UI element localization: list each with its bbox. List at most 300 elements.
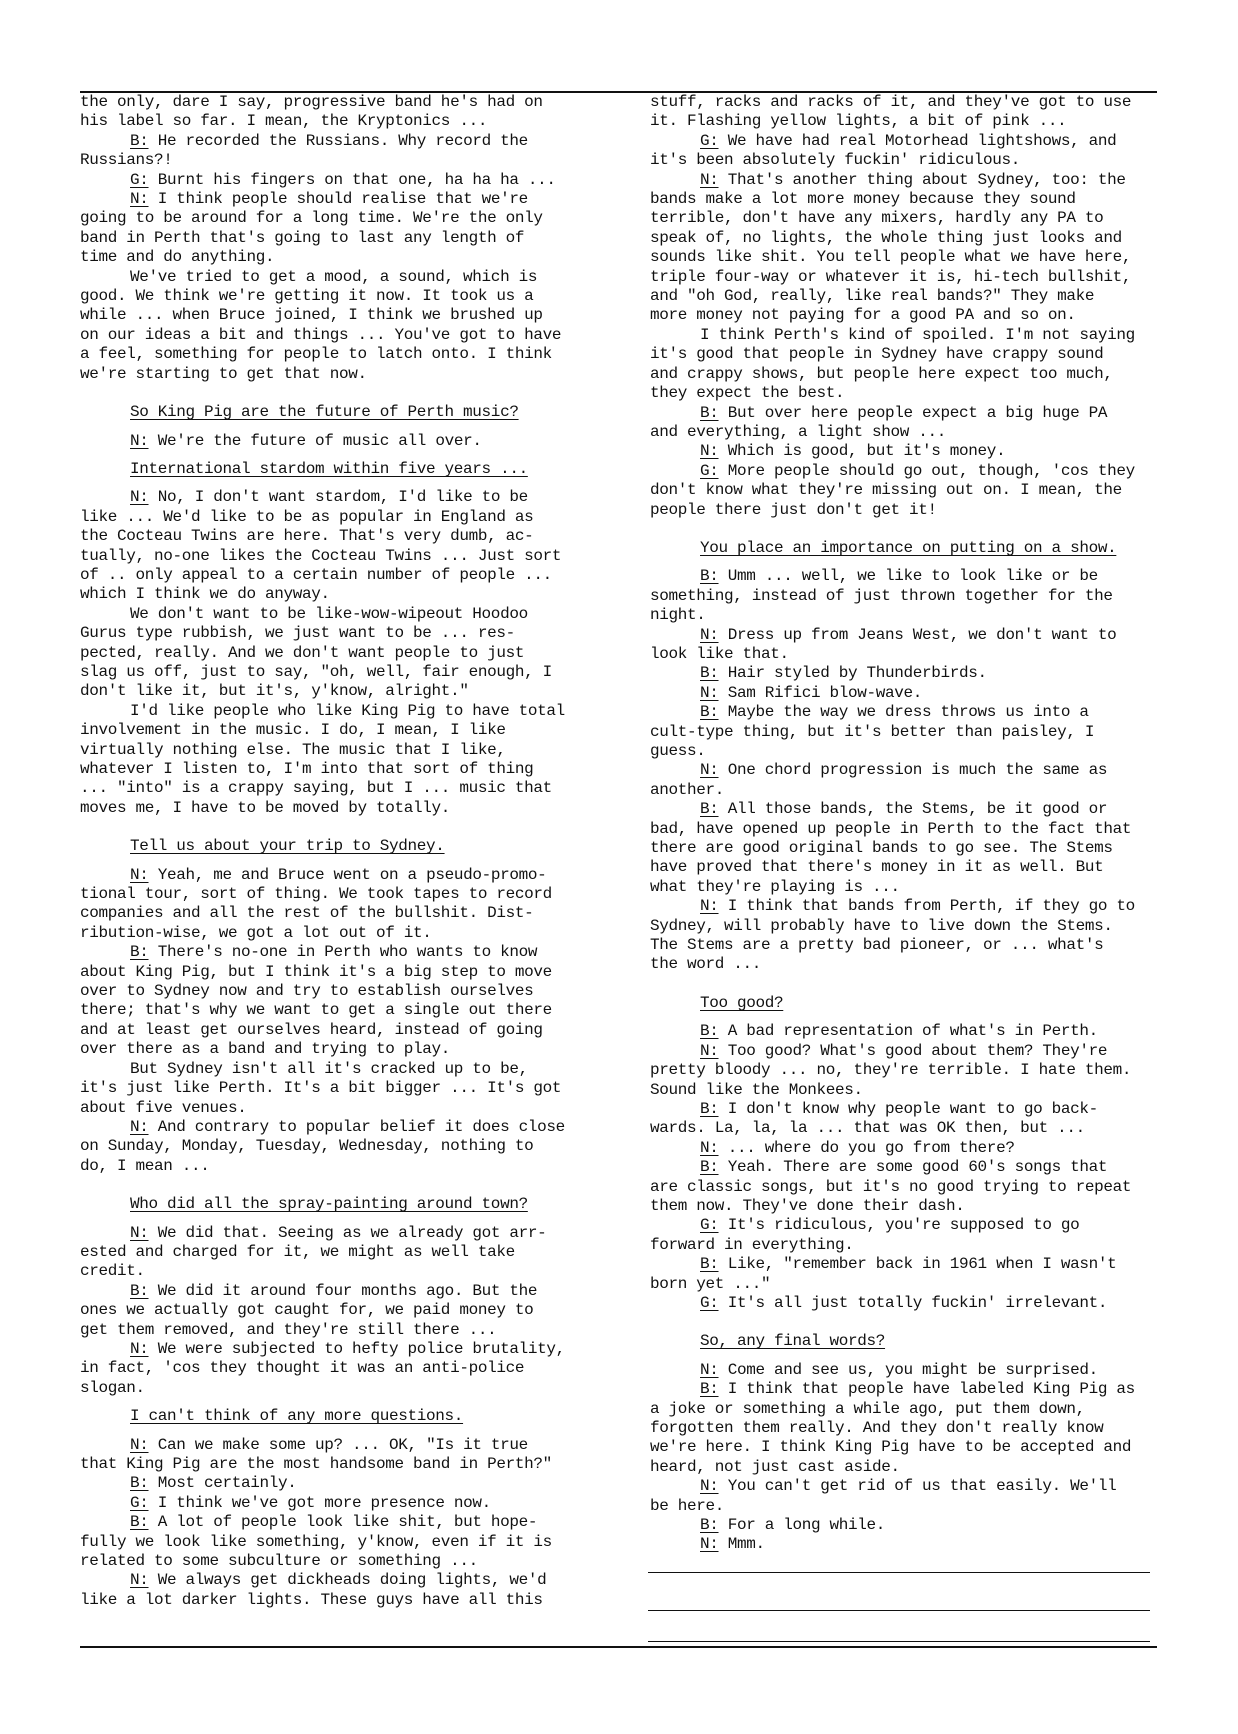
speaker-label: B: bbox=[700, 567, 719, 586]
line-text: You can't get rid of us that easily. We'll bbox=[718, 1477, 1117, 1496]
text-line bbox=[80, 682, 600, 701]
text-line bbox=[80, 982, 600, 1001]
text-line bbox=[650, 897, 1170, 916]
speaker-label: G: bbox=[130, 170, 149, 189]
text-line bbox=[80, 799, 600, 818]
text-line bbox=[80, 1474, 600, 1493]
text-line bbox=[80, 1379, 600, 1398]
speaker-label: N: bbox=[700, 683, 719, 702]
line-text: ... "into" is a crappy saying, but I ... music that bbox=[80, 779, 552, 798]
line-text: moves me, I have to be moved by totally. bbox=[80, 798, 451, 817]
text-line bbox=[80, 287, 600, 306]
text-line bbox=[650, 645, 1170, 664]
spacer bbox=[80, 451, 600, 460]
line-text: Gurus type rubbish, we just want to be ... res- bbox=[80, 624, 515, 643]
line-text: companies and all the rest of the bullshit. Dist- bbox=[80, 904, 534, 923]
text-line bbox=[650, 1438, 1170, 1457]
line-text: about five venues. bbox=[80, 1098, 247, 1117]
line-text: ... where do you go from there? bbox=[718, 1138, 1015, 1157]
line-text: his label so far. I mean, the Kryptonics ... bbox=[80, 112, 488, 131]
line-text: and everything, a light show ... bbox=[650, 422, 947, 441]
spacer bbox=[650, 1013, 1170, 1022]
line-text: we're here. I think King Pig have to be accepted and bbox=[650, 1438, 1132, 1457]
text-line bbox=[650, 1081, 1170, 1100]
text-line bbox=[650, 404, 1170, 423]
speaker-label: N: bbox=[700, 170, 719, 189]
line-text: like a lot darker lights. These guys have all this bbox=[80, 1590, 543, 1609]
speaker-label: B: bbox=[700, 1099, 719, 1118]
text-line bbox=[80, 1040, 600, 1059]
question-text: So, any final words? bbox=[700, 1332, 886, 1351]
line-text: what they're playing is ... bbox=[650, 877, 900, 896]
line-text: the Cocteau Twins are here. That's very dumb, ac- bbox=[80, 527, 534, 546]
line-text: over there as a band and trying to play. bbox=[80, 1040, 451, 1059]
line-text: bad, have opened up people in Perth to the fact that bbox=[650, 819, 1132, 838]
line-text: them now. They've done their dash. bbox=[650, 1196, 965, 1215]
line-text: I think we've got more presence now. bbox=[148, 1493, 491, 1512]
text-line bbox=[80, 1157, 600, 1176]
spacer bbox=[80, 1398, 600, 1407]
line-text: speak of, no lights, the whole thing just looks and bbox=[650, 228, 1122, 247]
text-line bbox=[650, 1255, 1170, 1274]
speaker-label: N: bbox=[130, 1117, 149, 1136]
text-line bbox=[650, 839, 1170, 858]
speaker-label: B: bbox=[130, 943, 149, 962]
spacer bbox=[80, 857, 600, 866]
text-line bbox=[650, 1275, 1170, 1294]
speaker-label: N: bbox=[700, 1138, 719, 1157]
spacer bbox=[80, 384, 600, 403]
speaker-label: N: bbox=[130, 1571, 149, 1590]
line-text: credit. bbox=[80, 1262, 145, 1281]
line-text: We've tried to get a mood, a sound, which is bbox=[130, 267, 538, 286]
line-text: guess. bbox=[650, 742, 706, 760]
line-text: and "oh God, really, like real bands?" They make bbox=[650, 287, 1095, 306]
text-line bbox=[80, 1021, 600, 1040]
line-text: involvement in the music. I do, I mean, I like bbox=[80, 721, 506, 740]
speaker-label: B: bbox=[700, 403, 719, 422]
text-line bbox=[80, 1282, 600, 1301]
speaker-label: B: bbox=[700, 1380, 719, 1399]
line-text: going to be around for a long time. We're the only bbox=[80, 209, 543, 228]
speaker-label: B: bbox=[130, 1281, 149, 1300]
text-line bbox=[650, 684, 1170, 703]
spacer bbox=[650, 558, 1170, 567]
line-text: Hair styled by Thunderbirds. bbox=[718, 664, 987, 683]
line-text: the only, dare I say, progressive band he's had on bbox=[80, 93, 543, 111]
line-text: A bad representation of what's in Perth. bbox=[718, 1022, 1098, 1041]
text-line bbox=[80, 209, 600, 228]
speaker-label: N: bbox=[130, 1223, 149, 1242]
text-line bbox=[650, 384, 1170, 403]
spacer bbox=[650, 520, 1170, 539]
text-line bbox=[650, 1197, 1170, 1216]
line-text: We have had real Motorhead lightshows, and bbox=[718, 131, 1117, 150]
speaker-label: B: bbox=[130, 131, 149, 150]
speaker-label: B: bbox=[700, 703, 719, 722]
text-line bbox=[80, 644, 600, 663]
text-line bbox=[650, 423, 1170, 442]
line-text: More people should go out, though, 'cos they bbox=[718, 461, 1135, 480]
line-text: No, I don't want stardom, I'd like to be bbox=[148, 488, 528, 507]
line-text: forward in everything. bbox=[650, 1235, 854, 1254]
spacer bbox=[650, 1313, 1170, 1332]
line-text: I think that bands from Perth, if they go to bbox=[718, 897, 1135, 916]
line-text: triple four-way or whatever it is, hi-tech bullshit, bbox=[650, 267, 1132, 286]
question-text: Who did all the spray-painting around town? bbox=[130, 1195, 528, 1214]
text-line bbox=[80, 1359, 600, 1378]
line-text: more money not paying for a good PA and so on. bbox=[650, 306, 1076, 325]
line-text: Russians?! bbox=[80, 151, 173, 170]
line-text: have proved that there's money in it as well. But bbox=[650, 858, 1104, 877]
text-line bbox=[80, 326, 600, 345]
text-line bbox=[650, 462, 1170, 481]
interview-question bbox=[80, 1407, 600, 1426]
speaker-label: N: bbox=[700, 625, 719, 644]
text-line bbox=[650, 1100, 1170, 1119]
spacer bbox=[650, 1352, 1170, 1361]
text-line bbox=[80, 432, 600, 451]
line-text: whatever I listen to, I'm into that sort of thing bbox=[80, 760, 534, 778]
text-line bbox=[80, 663, 600, 682]
line-text: they expect the best. bbox=[650, 384, 845, 403]
line-text: Burnt his fingers on that one, ha ha ha ... bbox=[148, 170, 556, 189]
text-line bbox=[80, 1001, 600, 1020]
line-text: something, instead of just thrown together for the bbox=[650, 586, 1113, 605]
question-text: I can't think of any more questions. bbox=[130, 1407, 464, 1426]
end-rule-2 bbox=[648, 1610, 1150, 1611]
text-line bbox=[650, 171, 1170, 190]
line-text: about King Pig, but I think it's a big step to move bbox=[80, 962, 552, 981]
line-text: which I think we do anyway. bbox=[80, 585, 330, 604]
text-line bbox=[650, 1419, 1170, 1438]
text-line bbox=[650, 917, 1170, 936]
text-line bbox=[80, 1321, 600, 1340]
line-text: pretty bloody ... no, they're terrible. I hate them. bbox=[650, 1061, 1132, 1080]
text-line bbox=[80, 345, 600, 364]
line-text: there; that's why we want to get a single out there bbox=[80, 1001, 552, 1020]
speaker-label: N: bbox=[700, 761, 719, 780]
line-text: don't like it, but it's, y'know, alright." bbox=[80, 682, 469, 701]
bottom-rule bbox=[80, 1646, 1157, 1648]
interview-question bbox=[650, 994, 1170, 1013]
line-text: Come and see us, you might be surprised. bbox=[718, 1360, 1098, 1379]
line-text: while ... when Bruce joined, I think we brushed up bbox=[80, 306, 543, 325]
text-line bbox=[80, 268, 600, 287]
line-text: do, I mean ... bbox=[80, 1156, 210, 1175]
text-line bbox=[650, 1178, 1170, 1197]
text-line bbox=[650, 1458, 1170, 1477]
text-line bbox=[650, 345, 1170, 364]
text-line bbox=[650, 1061, 1170, 1080]
line-text: I'd like people who like King Pig to have total bbox=[130, 701, 565, 720]
text-line bbox=[650, 626, 1170, 645]
line-text: Umm ... well, we like to look like or be bbox=[718, 567, 1098, 586]
line-text: pected, really. And we don't want people to just bbox=[80, 643, 525, 662]
text-line bbox=[80, 1436, 600, 1455]
text-line bbox=[650, 1516, 1170, 1535]
line-text: tional tour, sort of thing. We took tapes to record bbox=[80, 885, 552, 904]
line-text: good. We think we're getting it now. It took us a bbox=[80, 287, 534, 306]
text-line bbox=[650, 742, 1170, 761]
text-line bbox=[80, 229, 600, 248]
line-text: ribution-wise, we got a lot out of it. bbox=[80, 923, 432, 942]
line-text: be here. bbox=[650, 1496, 725, 1515]
text-line bbox=[650, 1158, 1170, 1177]
text-line bbox=[80, 547, 600, 566]
line-text: we're starting to get that now. bbox=[80, 364, 367, 383]
line-text: it's been absolutely fuckin' ridiculous. bbox=[650, 151, 1021, 170]
line-text: virtually nothing else. The music that I like, bbox=[80, 740, 506, 759]
text-line bbox=[650, 878, 1170, 897]
text-line bbox=[80, 151, 600, 170]
text-line bbox=[80, 190, 600, 209]
line-text: don't know what they're missing out on. I mean, the bbox=[650, 481, 1122, 500]
text-line bbox=[80, 741, 600, 760]
line-text: band in Perth that's going to last any length of bbox=[80, 228, 525, 247]
text-line bbox=[80, 624, 600, 643]
speaker-label: N: bbox=[700, 897, 719, 916]
line-text: it's good that people in Sydney have crappy sound bbox=[650, 345, 1104, 364]
text-line bbox=[80, 585, 600, 604]
spacer bbox=[80, 1176, 600, 1195]
right-column bbox=[650, 93, 1170, 1555]
text-line bbox=[650, 306, 1170, 325]
text-line bbox=[80, 508, 600, 527]
line-text: Dress up from Jeans West, we don't want to bbox=[718, 625, 1117, 644]
text-line bbox=[650, 1139, 1170, 1158]
text-line bbox=[650, 248, 1170, 267]
question-text: International stardom within five years ... bbox=[130, 459, 528, 478]
text-line bbox=[80, 488, 600, 507]
line-text: He recorded the Russians. Why record the bbox=[148, 131, 528, 150]
text-line bbox=[80, 1591, 600, 1610]
text-line bbox=[650, 664, 1170, 683]
line-text: Can we make some up? ... OK, "Is it true bbox=[148, 1435, 528, 1454]
text-line bbox=[650, 858, 1170, 877]
speaker-label: N: bbox=[130, 1339, 149, 1358]
line-text: bands make a lot more money because they sound bbox=[650, 190, 1076, 209]
text-line bbox=[650, 800, 1170, 819]
spacer bbox=[650, 975, 1170, 994]
line-text: It's ridiculous, you're supposed to go bbox=[718, 1216, 1080, 1235]
spacer bbox=[80, 1427, 600, 1436]
text-line bbox=[650, 1119, 1170, 1138]
line-text: We were subjected to hefty police brutality, bbox=[148, 1339, 565, 1358]
text-line bbox=[650, 587, 1170, 606]
text-line bbox=[80, 702, 600, 721]
line-text: it's just like Perth. It's a bit bigger ... It's got bbox=[80, 1079, 562, 1098]
text-line bbox=[80, 721, 600, 740]
line-text: We don't want to be like-wow-wipeout Hoodoo bbox=[130, 604, 528, 623]
speaker-label: N: bbox=[130, 1435, 149, 1454]
text-line bbox=[650, 112, 1170, 131]
line-text: But over here people expect a big huge PA bbox=[718, 403, 1108, 422]
line-text: heard, not just cast aside. bbox=[650, 1457, 900, 1476]
text-line bbox=[650, 1022, 1170, 1041]
text-line bbox=[80, 924, 600, 943]
text-line bbox=[650, 1294, 1170, 1313]
text-line bbox=[80, 1079, 600, 1098]
text-line bbox=[650, 1400, 1170, 1419]
line-text: born yet ..." bbox=[650, 1274, 771, 1293]
line-text: in fact, 'cos they thought it was an anti-police bbox=[80, 1359, 525, 1378]
speaker-label: N: bbox=[130, 865, 149, 884]
text-line bbox=[80, 132, 600, 151]
line-text: cult-type thing, but it's better than paisley, I bbox=[650, 722, 1095, 741]
line-text: It's all just totally fuckin' irrelevant. bbox=[718, 1293, 1108, 1312]
speaker-label: G: bbox=[130, 1493, 149, 1512]
line-text: Which is good, but it's money. bbox=[718, 442, 1006, 461]
speaker-label: G: bbox=[700, 131, 719, 150]
line-text: I think Perth's kind of spoiled. I'm not saying bbox=[700, 325, 1135, 344]
text-line bbox=[80, 760, 600, 779]
speaker-label: B: bbox=[700, 1022, 719, 1041]
line-text: like ... We'd like to be as popular in England as bbox=[80, 507, 534, 526]
text-line bbox=[650, 1477, 1170, 1496]
line-text: We did it around four months ago. But the bbox=[148, 1281, 538, 1300]
text-line bbox=[80, 1060, 600, 1079]
interview-question bbox=[650, 1332, 1170, 1351]
speaker-label: N: bbox=[700, 1041, 719, 1060]
line-text: And contrary to popular belief it does close bbox=[148, 1117, 565, 1136]
text-line bbox=[650, 567, 1170, 586]
speaker-label: G: bbox=[700, 461, 719, 480]
speaker-label: N: bbox=[130, 190, 149, 209]
line-text: time and do anything. bbox=[80, 248, 275, 267]
text-line bbox=[650, 723, 1170, 742]
line-text: stuff, racks and racks of it, and they've got to use bbox=[650, 93, 1132, 111]
line-text: tually, no-one likes the Cocteau Twins ... Just sort bbox=[80, 546, 562, 565]
speaker-label: N: bbox=[130, 431, 149, 450]
text-line bbox=[80, 885, 600, 904]
line-text: ested and charged for it, we might as well take bbox=[80, 1242, 515, 1261]
speaker-label: B: bbox=[700, 1158, 719, 1177]
line-text: and crappy shows, but people here expect too much, bbox=[650, 364, 1113, 383]
text-line bbox=[650, 1042, 1170, 1061]
speaker-label: B: bbox=[700, 664, 719, 683]
text-line bbox=[80, 1340, 600, 1359]
text-line bbox=[80, 605, 600, 624]
line-text: I don't know why people want to go back- bbox=[718, 1099, 1098, 1118]
line-text: I think that people have labeled King Pig as bbox=[718, 1380, 1135, 1399]
line-text: terrible, don't have any mixers, hardly any PA to bbox=[650, 209, 1104, 228]
line-text: All those bands, the Stems, be it good or bbox=[718, 800, 1108, 819]
text-line bbox=[80, 1262, 600, 1281]
text-line bbox=[80, 1513, 600, 1532]
text-line bbox=[80, 1099, 600, 1118]
text-line bbox=[80, 1243, 600, 1262]
spacer bbox=[80, 423, 600, 432]
question-text: You place an importance on putting on a show. bbox=[700, 538, 1117, 557]
line-text: For a long while. bbox=[718, 1516, 886, 1535]
text-line bbox=[650, 1236, 1170, 1255]
spacer bbox=[80, 1215, 600, 1224]
line-text: Most certainly. bbox=[148, 1474, 297, 1493]
line-text: Sam Rifici blow-wave. bbox=[718, 683, 923, 702]
text-line bbox=[80, 566, 600, 585]
text-line bbox=[650, 481, 1170, 500]
text-line bbox=[650, 1361, 1170, 1380]
speaker-label: N: bbox=[700, 1535, 719, 1554]
line-text: on our ideas a bit and things ... You've got to have bbox=[80, 325, 562, 344]
text-line bbox=[80, 248, 600, 267]
text-line bbox=[80, 171, 600, 190]
speaker-label: B: bbox=[700, 1255, 719, 1274]
speaker-label: B: bbox=[130, 1513, 149, 1532]
text-line bbox=[80, 93, 600, 112]
interview-question bbox=[80, 1195, 600, 1214]
speaker-label: N: bbox=[700, 1360, 719, 1379]
text-line bbox=[650, 1497, 1170, 1516]
text-line bbox=[650, 93, 1170, 112]
line-text: a joke or something a while ago, put them down, bbox=[650, 1399, 1085, 1418]
text-line bbox=[650, 190, 1170, 209]
text-line bbox=[650, 365, 1170, 384]
speaker-label: B: bbox=[130, 1474, 149, 1493]
text-line bbox=[650, 606, 1170, 625]
text-line bbox=[650, 209, 1170, 228]
text-line bbox=[80, 779, 600, 798]
line-text: We're the future of music all over. bbox=[148, 431, 482, 450]
interview-question bbox=[80, 403, 600, 422]
line-text: it. Flashing yellow lights, a bit of pink ... bbox=[650, 112, 1067, 131]
text-line bbox=[80, 1552, 600, 1571]
text-line bbox=[650, 1380, 1170, 1399]
text-line bbox=[650, 820, 1170, 839]
speaker-label: G: bbox=[700, 1293, 719, 1312]
line-text: another. bbox=[650, 780, 725, 799]
line-text: fully we look like something, y'know, even if it is bbox=[80, 1532, 552, 1551]
line-text: Mmm. bbox=[718, 1535, 765, 1554]
text-line bbox=[650, 955, 1170, 974]
line-text: The Stems are a pretty bad pioneer, or ... what's bbox=[650, 936, 1104, 955]
text-line bbox=[80, 866, 600, 885]
line-text: forgotten them really. And they don't really know bbox=[650, 1419, 1104, 1437]
line-text: I think people should realise that we're bbox=[148, 190, 528, 209]
interview-question bbox=[80, 460, 600, 479]
line-text: Like, "remember back in 1961 when I wasn't bbox=[718, 1255, 1117, 1274]
line-text: people there just don't get it! bbox=[650, 500, 937, 519]
text-line bbox=[80, 112, 600, 131]
line-text: look like that. bbox=[650, 644, 789, 663]
text-line bbox=[650, 268, 1170, 287]
speaker-label: B: bbox=[700, 1516, 719, 1535]
text-line bbox=[650, 287, 1170, 306]
line-text: sounds like shit. You tell people what we have here, bbox=[650, 248, 1132, 267]
left-column bbox=[80, 93, 600, 1610]
text-line bbox=[650, 781, 1170, 800]
question-text: Tell us about your trip to Sydney. bbox=[130, 837, 445, 856]
text-line bbox=[80, 963, 600, 982]
line-text: get them removed, and they're still there ... bbox=[80, 1320, 497, 1339]
line-text: There's no-one in Perth who wants to know bbox=[148, 943, 538, 962]
line-text: and at least get ourselves heard, instead of going bbox=[80, 1020, 543, 1039]
interview-question bbox=[650, 539, 1170, 558]
line-text: Yeah. There are some good 60's songs that bbox=[718, 1158, 1108, 1177]
line-text: are classic songs, but it's no good trying to repeat bbox=[650, 1177, 1132, 1196]
line-text: Maybe the way we dress throws us into a bbox=[718, 703, 1089, 722]
text-line bbox=[650, 761, 1170, 780]
text-line bbox=[80, 904, 600, 923]
line-text: ones we actually got caught for, we paid money to bbox=[80, 1301, 534, 1320]
line-text: there are good original bands to go see. The Stems bbox=[650, 839, 1113, 858]
line-text: that King Pig are the most handsome band in Perth?" bbox=[80, 1455, 552, 1473]
text-line bbox=[650, 501, 1170, 520]
text-line bbox=[650, 936, 1170, 955]
line-text: related to some subculture or something ... bbox=[80, 1552, 478, 1571]
text-line bbox=[80, 1455, 600, 1474]
